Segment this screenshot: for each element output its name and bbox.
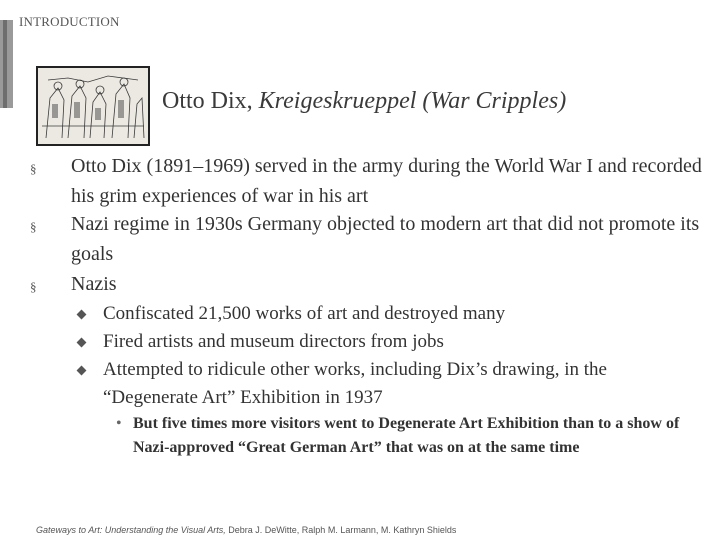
bullet-marker: § [30, 161, 37, 176]
dot-bullet-marker: • [116, 415, 122, 432]
sub-bullet-text: Attempted to ridicule other works, including Dix’s drawing, in the “Degenerate Art” Exhibition in 1937 [103, 359, 607, 408]
diamond-bullet-icon [77, 366, 87, 376]
slide-title [162, 88, 566, 115]
bullet-text: Nazi regime in 1930s Germany objected to modern art that did not promote its goals [71, 213, 700, 265]
title-work: Kreigeskrueppel (War Cripples) [258, 88, 567, 114]
title-artist: Otto Dix, [162, 88, 253, 114]
bullet-text: Nazis [71, 273, 117, 295]
bullet-text: Otto Dix (1891–1969) served in the army during the World War I and recorded his grim experiences of war in his art [71, 155, 702, 207]
diamond-bullet-icon [77, 338, 87, 348]
side-accent-bar-inner [3, 20, 7, 108]
sub-sub-bullet-text: But five times more visitors went to Degenerate Art Exhibition than to a show of Nazi-approved “Great German Art” that was on at the same time [133, 415, 680, 456]
footer-authors: Debra J. DeWitte, Ralph M. Larmann, M. Kathryn Shields [228, 525, 457, 535]
sub-bullet-text: Confiscated 21,500 works of art and destroyed many [103, 303, 506, 324]
footer-book-title: Gateways to Art: Understanding the Visual Arts, [36, 525, 226, 535]
bullet-marker: § [30, 279, 37, 294]
section-label: INTRODUCTION [19, 14, 120, 29]
footer-citation [36, 525, 456, 535]
artwork-sketch-icon [38, 68, 148, 144]
diamond-bullet-icon [77, 310, 87, 320]
artwork-thumbnail [36, 66, 150, 146]
sub-bullet-text: Fired artists and museum directors from jobs [103, 331, 444, 352]
bullet-marker: § [30, 219, 37, 234]
